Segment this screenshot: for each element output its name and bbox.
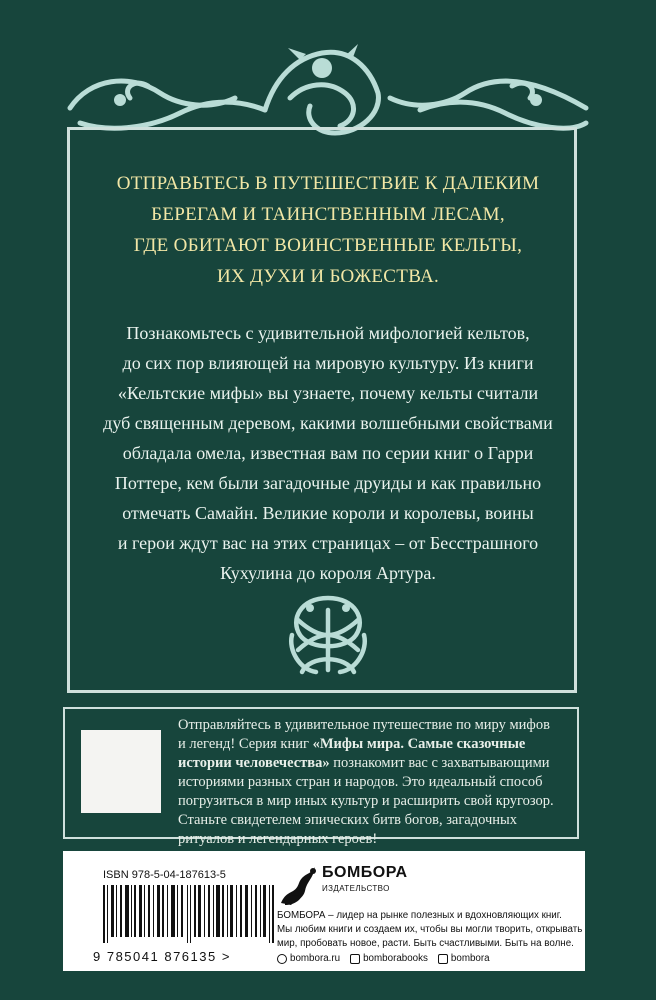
contact-website[interactable] [277,953,340,964]
celtic-knot-icon [280,590,376,680]
contact-label: bomborabooks [363,953,428,964]
tagline-line: ОТПРАВЬТЕСЬ В ПУТЕШЕСТВИЕ К ДАЛЕКИМ [116,173,540,194]
telegram-icon [438,954,448,964]
contact-vk[interactable] [350,953,428,964]
tagline-line: БЕРЕГАМ И ТАИНСТВЕННЫМ ЛЕСАМ, [151,204,505,225]
description-line: обладала омела, известная вам по серии книг о Гарри [122,443,534,463]
series-line [178,735,570,754]
tagline-line: ГДЕ ОБИТАЮТ ВОИНСТВЕННЫЕ КЕЛЬТЫ, [133,235,523,256]
barcode-digits: 9 785041 876135 > [93,949,231,964]
description-line: до сих пор влияющей на мировую культуру. Из книги [122,353,534,373]
vk-icon [350,954,360,964]
series-line: ритуалов и легендарных героев! [178,831,378,847]
tagline-line: ИХ ДУХИ И БОЖЕСТВА. [216,266,440,287]
barcode [103,885,275,943]
publisher-subtitle: ИЗДАТЕЛЬСТВО [322,884,390,893]
description-line: Познакомьтесь с удивительной мифологией кельтов, [126,323,530,343]
series-line: погрузиться в мир иных культур и расширить свой кругозор. [178,793,554,809]
series-line: Станьте свидетелем эпических битв богов, загадочных [178,812,518,828]
globe-icon [277,954,287,964]
description-line: отмечать Самайн. Великие короли и королевы, воины [122,503,534,523]
publisher-contacts [277,953,500,964]
series-line [178,754,570,773]
contact-telegram[interactable] [438,953,490,964]
contact-label: bombora [450,953,490,964]
blurb-line: БОМБОРА – лидер на рынке полезных и вдохновляющих книг. [277,910,562,921]
book-description [84,318,572,588]
imprint-panel [63,851,585,971]
publisher-blurb [277,909,582,951]
blurb-line: Мы любим книги и создаем их, чтобы вы могли творить, открывать [277,924,583,935]
description-line: Поттере, кем были загадочные друиды и как правильно [114,473,542,493]
series-title-part: истории человечества» [178,755,330,771]
publisher-name: БОМБОРА [322,864,408,881]
series-line: историями разных стран и народов. Это идеальный способ [178,774,543,790]
blurb-line: мир, пробовать новое, расти. Быть счастливыми. Быть на волне. [277,938,574,949]
isbn-label: ISBN 978-5-04-187613-5 [103,869,226,881]
series-line: Отправляйтесь в удивительное путешествие по миру мифов [178,717,550,733]
series-text-segment: познакомит вас с захватывающими [329,755,550,771]
series-cover-image [81,730,161,813]
contact-label: bombora.ru [290,953,341,964]
description-line: дуб священным деревом, какими волшебными свойствами [103,413,553,433]
series-text-segment: и легенд! Серия книг [178,736,313,752]
description-line: Кухулина до короля Артура. [220,563,436,583]
series-text [178,716,570,849]
series-box [63,707,579,847]
description-line: «Кельтские мифы» вы узнаете, почему кельты считали [117,383,539,403]
description-line: и герои ждут вас на этих страницах – от Бесстрашного [117,533,539,553]
series-title-part: «Мифы мира. Самые сказочные [312,736,526,752]
tagline [100,168,556,292]
